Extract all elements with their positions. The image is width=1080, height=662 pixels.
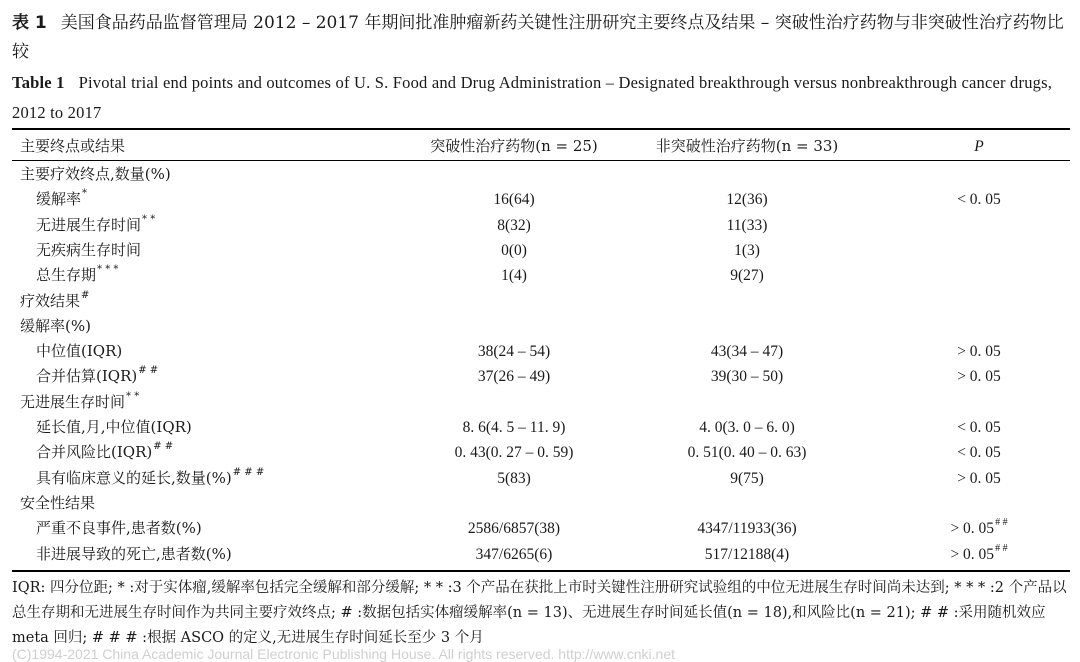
row-label-cell	[36, 187, 87, 212]
table-row	[0, 390, 1080, 415]
row-label-cell	[20, 314, 91, 339]
p-value-cell	[904, 415, 1054, 440]
row-label: 合并估算(IQR)	[36, 367, 138, 386]
header-breakthrough: 突破性治疗药物(n = 25)	[430, 137, 598, 155]
row-label-cell	[20, 491, 95, 516]
breakthrough-value: 16(64)	[493, 191, 535, 209]
nonbreakthrough-value: 517/12188(4)	[704, 545, 790, 563]
row-label-cell	[36, 542, 232, 567]
row-label-cell	[36, 466, 264, 491]
breakthrough-value: 8. 6(4. 5 – 11. 9)	[462, 419, 566, 436]
table-row	[0, 364, 1080, 389]
table-row	[0, 187, 1080, 212]
breakthrough-value: 5(83)	[497, 469, 531, 487]
row-label: 具有临床意义的延长,数量(%)	[36, 468, 232, 487]
table-row	[0, 516, 1080, 541]
p-value-cell	[904, 364, 1054, 389]
table-row	[0, 466, 1080, 491]
footnote-marker: # #	[138, 365, 159, 377]
p-value-cell	[904, 187, 1054, 212]
p-value: > 0. 05	[957, 469, 1001, 487]
p-value: > 0. 05	[950, 520, 995, 538]
footnote-marker: *	[82, 188, 88, 200]
row-label: 总生存期	[36, 266, 97, 285]
row-label-cell	[36, 339, 122, 364]
p-value: > 0. 05	[950, 545, 995, 563]
row-label: 安全性结果	[20, 493, 96, 512]
table-bottom-rule	[12, 570, 1070, 572]
nonbreakthrough-value: 9(75)	[730, 469, 764, 487]
table-header-row	[0, 134, 1080, 159]
nonbreakthrough-value: 4. 0(3. 0 – 6. 0)	[699, 419, 795, 436]
row-label: 无进展生存时间	[20, 392, 126, 411]
footnote-marker: # #	[995, 517, 1008, 529]
row-label: 无进展生存时间	[36, 215, 142, 234]
row-label-cell	[20, 289, 89, 314]
footnote-marker: * *	[142, 213, 156, 225]
breakthrough-value: 38(24 – 54)	[477, 343, 551, 361]
row-label: 非进展导致的死亡,患者数(%)	[36, 544, 232, 563]
row-label: 严重不良事件,患者数(%)	[36, 519, 202, 538]
row-label: 主要疗效终点,数量(%)	[20, 165, 171, 183]
breakthrough-value: 347/6265(6)	[475, 545, 553, 563]
row-label-cell	[36, 415, 192, 440]
row-label-cell	[36, 263, 118, 288]
footnote-marker: # # #	[232, 466, 265, 478]
row-label: 延长值,月,中位值(IQR)	[36, 418, 192, 436]
p-value: < 0. 05	[957, 419, 1001, 436]
row-label: 合并风险比(IQR)	[36, 443, 153, 462]
nonbreakthrough-value: 39(30 – 50)	[710, 368, 784, 386]
nonbreakthrough-value: 11(33)	[726, 216, 768, 234]
footnote-marker: # #	[995, 542, 1008, 554]
header-p-value: P	[974, 138, 984, 155]
table-row	[0, 213, 1080, 238]
p-value-cell	[904, 440, 1054, 465]
table-footnote: IQR: 四分位距; * :对于实体瘤,缓解率包括完全缓解和部分缓解; * * :3 个产品在获批上市时关键性注册研究试验组的中位无进展生存时间尚未达到; * * * :2 个产品以总生存期和无进展生存时间作为共同主要疗效终点; # :数据包括实体瘤缓解率(n = 13)、无进展生存时间延长值(n = 18),和风险比(n = 21); # # :采用随机效应 meta 回归; # # # :根据 ASCO 的定义,无进展生存时间延长至少 3 个月	[12, 580, 1067, 646]
footnote-marker: # #	[153, 441, 174, 453]
table-row	[0, 542, 1080, 567]
nonbreakthrough-value: 9(27)	[730, 267, 764, 285]
p-value: > 0. 05	[957, 368, 1001, 386]
footnote-marker: * * *	[97, 264, 119, 276]
nonbreakthrough-value: 12(36)	[726, 191, 768, 209]
nonbreakthrough-value: 43(34 – 47)	[710, 343, 784, 361]
nonbreakthrough-value: 0. 51(0. 40 – 0. 63)	[687, 444, 807, 462]
breakthrough-value: 0(0)	[501, 241, 527, 259]
table-row	[0, 314, 1080, 339]
row-label-cell	[36, 364, 158, 389]
footnote-marker: * *	[126, 390, 140, 402]
table-row	[0, 263, 1080, 288]
p-value: > 0. 05	[957, 343, 1001, 361]
nonbreakthrough-value: 1(3)	[734, 241, 760, 259]
breakthrough-value: 2586/6857(38)	[467, 520, 561, 538]
caption-en	[12, 68, 1070, 128]
row-label-cell	[20, 390, 139, 415]
row-label-cell	[36, 440, 173, 465]
p-value-cell	[904, 466, 1054, 491]
footnote-marker: #	[81, 289, 90, 301]
header-endpoint: 主要终点或结果	[20, 137, 126, 155]
row-label-cell	[36, 516, 202, 541]
watermark: (C)1994-2021 China Academic Journal Electronic Publishing House. All rights reserved. http://www.cnki.net	[12, 646, 675, 662]
breakthrough-value: 37(26 – 49)	[477, 368, 551, 386]
p-value-cell	[904, 339, 1054, 364]
row-label: 无疾病生存时间	[36, 240, 142, 259]
table-top-rule	[12, 128, 1070, 130]
table-row	[0, 238, 1080, 263]
p-value: < 0. 05	[957, 191, 1001, 209]
caption-cn-title: 美国食品药品监督管理局 2012 – 2017 年期间批准肿瘤新药关键性注册研究主要终点及结果 – 突破性治疗药物与非突破性治疗药物比较	[12, 13, 1064, 62]
p-value-cell	[904, 542, 1054, 567]
caption-en-title: Pivotal trial end points and outcomes of U. S. Food and Drug Administration – Designated breakthrough versus nonbreakthrough cancer drugs, 2012 to 2017	[12, 73, 1053, 122]
row-label-cell	[36, 213, 155, 238]
row-label: 中位值(IQR)	[36, 342, 123, 361]
table-row	[0, 440, 1080, 465]
table-row	[0, 491, 1080, 516]
breakthrough-value: 1(4)	[501, 267, 527, 285]
row-label-cell	[36, 238, 141, 263]
breakthrough-value: 0. 43(0. 27 – 0. 59)	[454, 444, 574, 462]
row-label: 缓解率	[36, 190, 82, 209]
caption-cn-label: 表 1	[12, 13, 47, 33]
table-header-rule	[12, 160, 1070, 161]
row-label: 疗效结果	[20, 291, 81, 310]
p-value: < 0. 05	[957, 444, 1001, 462]
nonbreakthrough-value: 4347/11933(36)	[697, 520, 797, 538]
caption-cn	[12, 9, 1070, 67]
table-row	[0, 162, 1080, 187]
table-row	[0, 415, 1080, 440]
row-label: 缓解率(%)	[20, 316, 91, 335]
breakthrough-value: 8(32)	[497, 216, 531, 234]
p-value-cell	[904, 516, 1054, 541]
caption-en-label: Table 1	[12, 73, 65, 92]
row-label-cell	[20, 162, 171, 187]
table-row	[0, 339, 1080, 364]
header-nonbreakthrough: 非突破性治疗药物(n = 33)	[655, 137, 839, 155]
table-row	[0, 289, 1080, 314]
